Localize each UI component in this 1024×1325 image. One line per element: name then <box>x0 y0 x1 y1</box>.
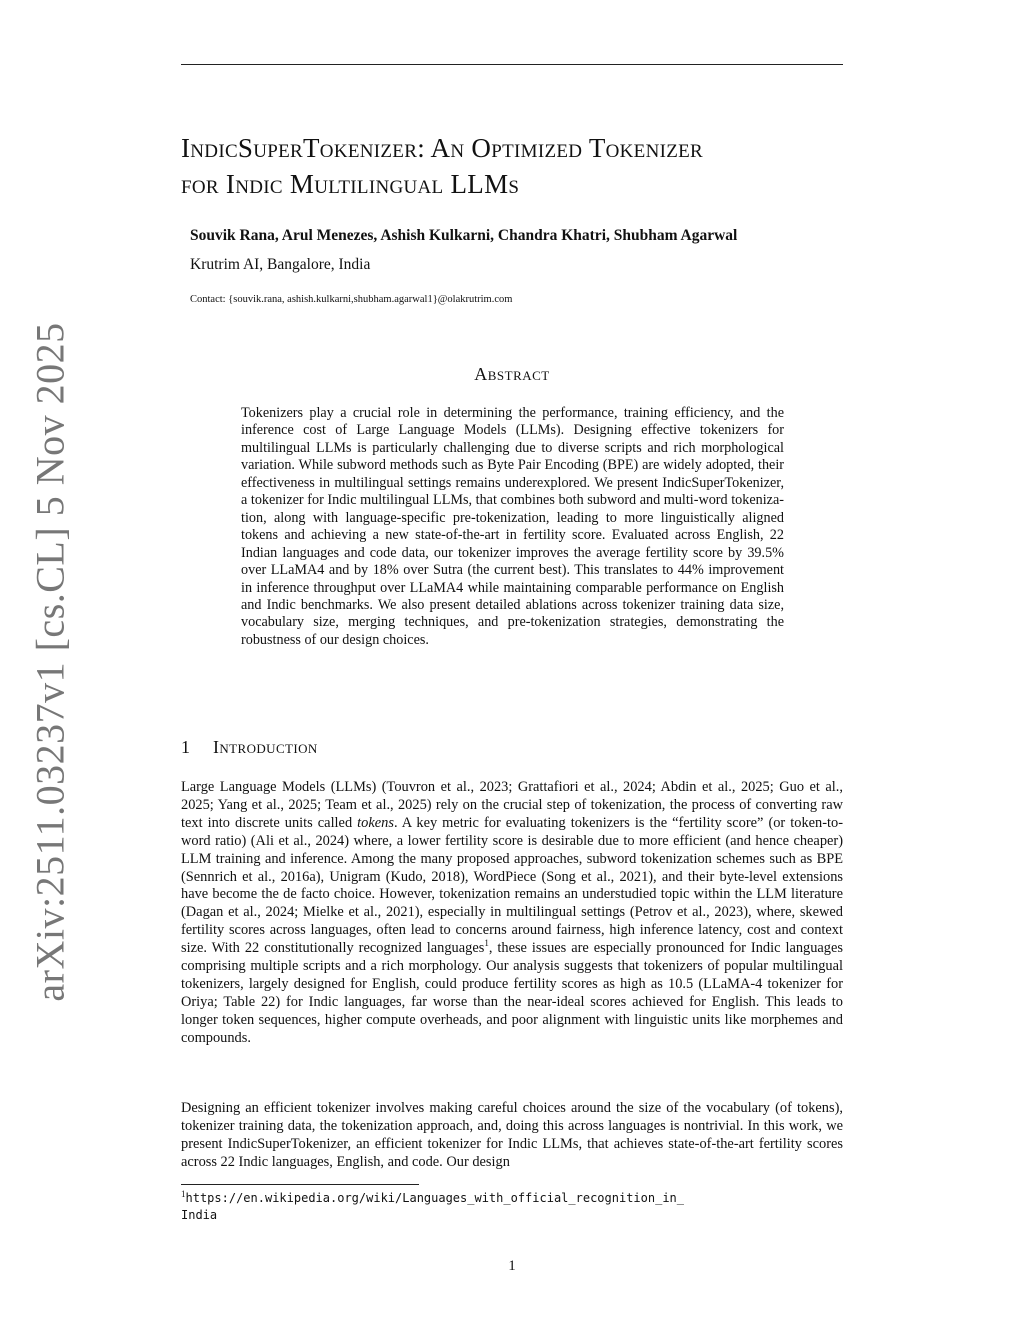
footnote-line-1 <box>181 1190 851 1207</box>
affiliation: Krutrim AI, Bangalore, India <box>190 256 371 273</box>
abstract-heading: Abstract <box>474 364 550 384</box>
footnote-url-part-1[interactable]: https://en.wikipedia.org/wiki/Languages_with_official_recognition_in_ <box>185 1191 684 1205</box>
intro-p1-part-1: Large Language Models (LLMs) (Touvron et al., 2023; Grattafiori et al., 2024; Abdin et al., 2025; Guo et al., 2025; Yang et al., 2025; Team et al., 2025) rely on the crucial step of tokenization, the process of converting raw text into discrete units called <box>181 779 843 831</box>
footnote-url-part-2[interactable]: India <box>181 1208 218 1222</box>
title-line-1: IndicSuperTokenizer: An Optimized Tokenizer <box>181 133 704 163</box>
introduction-paragraph-2: Designing an efficient tokenizer involves making careful choices around the size of the vocabulary (of tokens), tokenizer training data, the tokenization approach, and, doing this across languages is nontrivial. In this work, we present IndicSuperTokenizer, an efficient tokenizer for Indic LLMs, that achieves state-of-the-art fertility scores across 22 Indic languages, English, and code. Our design <box>181 1100 843 1170</box>
footnote-marker[interactable]: 1 <box>484 938 489 949</box>
paper-title <box>181 130 851 202</box>
intro-p1-part-2: . A key metric for evaluating tokenizers is the “fertility score” (or token-to-word ratio) (Ali et al., 2024) where, a lower fertility score is desirable due to more efficient (and hence cheaper) LLM training and inference. Among the many proposed approaches, subword tokenization schemes such as BPE (Sennrich et al., 2016a), Unigram (Kudo, 2018), WordPiece (Song et al., 2021), and their byte-level extensions have become the de facto choice. However, tokenization remains an understudied topic within the LLM literature (Dagan et al., 2024; Mielke et al., 2021), especially in multilingual settings (Petrov et al., 2023), where, skewed fertility scores across languages, often lead to concerns around fairness, high inference latency, cost and context size. With 22 constitutionally recognized languages <box>181 814 843 957</box>
section-heading-introduction <box>181 737 318 758</box>
top-rule <box>181 64 843 65</box>
intro-p1-italic-term: tokens <box>357 814 394 831</box>
contact-emails: Contact: {souvik.rana, ashish.kulkarni,shubham.agarwal1}@olakrutrim.com <box>190 294 513 305</box>
author-list: Souvik Rana, Arul Menezes, Ashish Kulkarni, Chandra Khatri, Shubham Agarwal <box>190 227 738 244</box>
footnote <box>181 1190 851 1224</box>
page-number: 1 <box>508 1258 516 1274</box>
title-line-2: for Indic Multilingual LLMs <box>181 169 520 199</box>
footnote-number: 1 <box>181 1189 186 1199</box>
section-number: 1 <box>181 737 190 757</box>
introduction-paragraph-1 <box>181 779 843 1048</box>
section-title: Introduction <box>213 737 318 757</box>
footnote-rule <box>181 1184 419 1185</box>
abstract-body: Tokenizers play a crucial role in determining the performance, training efficiency, and the inference cost of Large Language Models (LLMs). Designing effective tokenizers for multilingual LLMs is particularly challenging due to diverse scripts and rich morphological variation. While subword methods such as Byte Pair Encoding (BPE) are widely adopted, their effectiveness in multilingual settings remains underexplored. We present IndicSuperTokenizer, a tokenizer for Indic multilingual LLMs, that combines both subword and multi-word tokenization, along with language-specific pre-tokenization, leading to more linguistically aligned tokens and achieving a new state-of-the-art in fertility score. Evaluated across English, 22 Indian languages and code data, our tokenizer improves the average fertility score by 39.5% over LLaMA4 and by 18% over Sutra (the current best). This translates to 44% improvement in inference throughput over LLaMA4 while maintaining comparable performance on English and Indic benchmarks. We also present detailed ablations across tokenizer training data size, vocabulary size, merging techniques, and pre-tokenization strategies, demonstrating the robustness of our design choices. <box>241 405 784 648</box>
arxiv-identifier-stamp[interactable]: arXiv:2511.03237v1 [cs.CL] 5 Nov 2025 <box>27 322 73 1002</box>
intro-p1-part-3: , these issues are especially pronounced for Indic languages comprising multiple scripts and a rich morphology. Our analysis suggests that tokenizers of popular multilingual tokenizers, largely designed for English, could produce fertility scores as high as 10.5 (LLaMA-4 tokenizer for Oriya; Table 22) for Indic languages, far worse than the near-ideal scores achieved for English. This leads to longer token sequences, higher compute overheads, and poor alignment with linguistic units like morphemes and compounds. <box>181 940 843 1046</box>
